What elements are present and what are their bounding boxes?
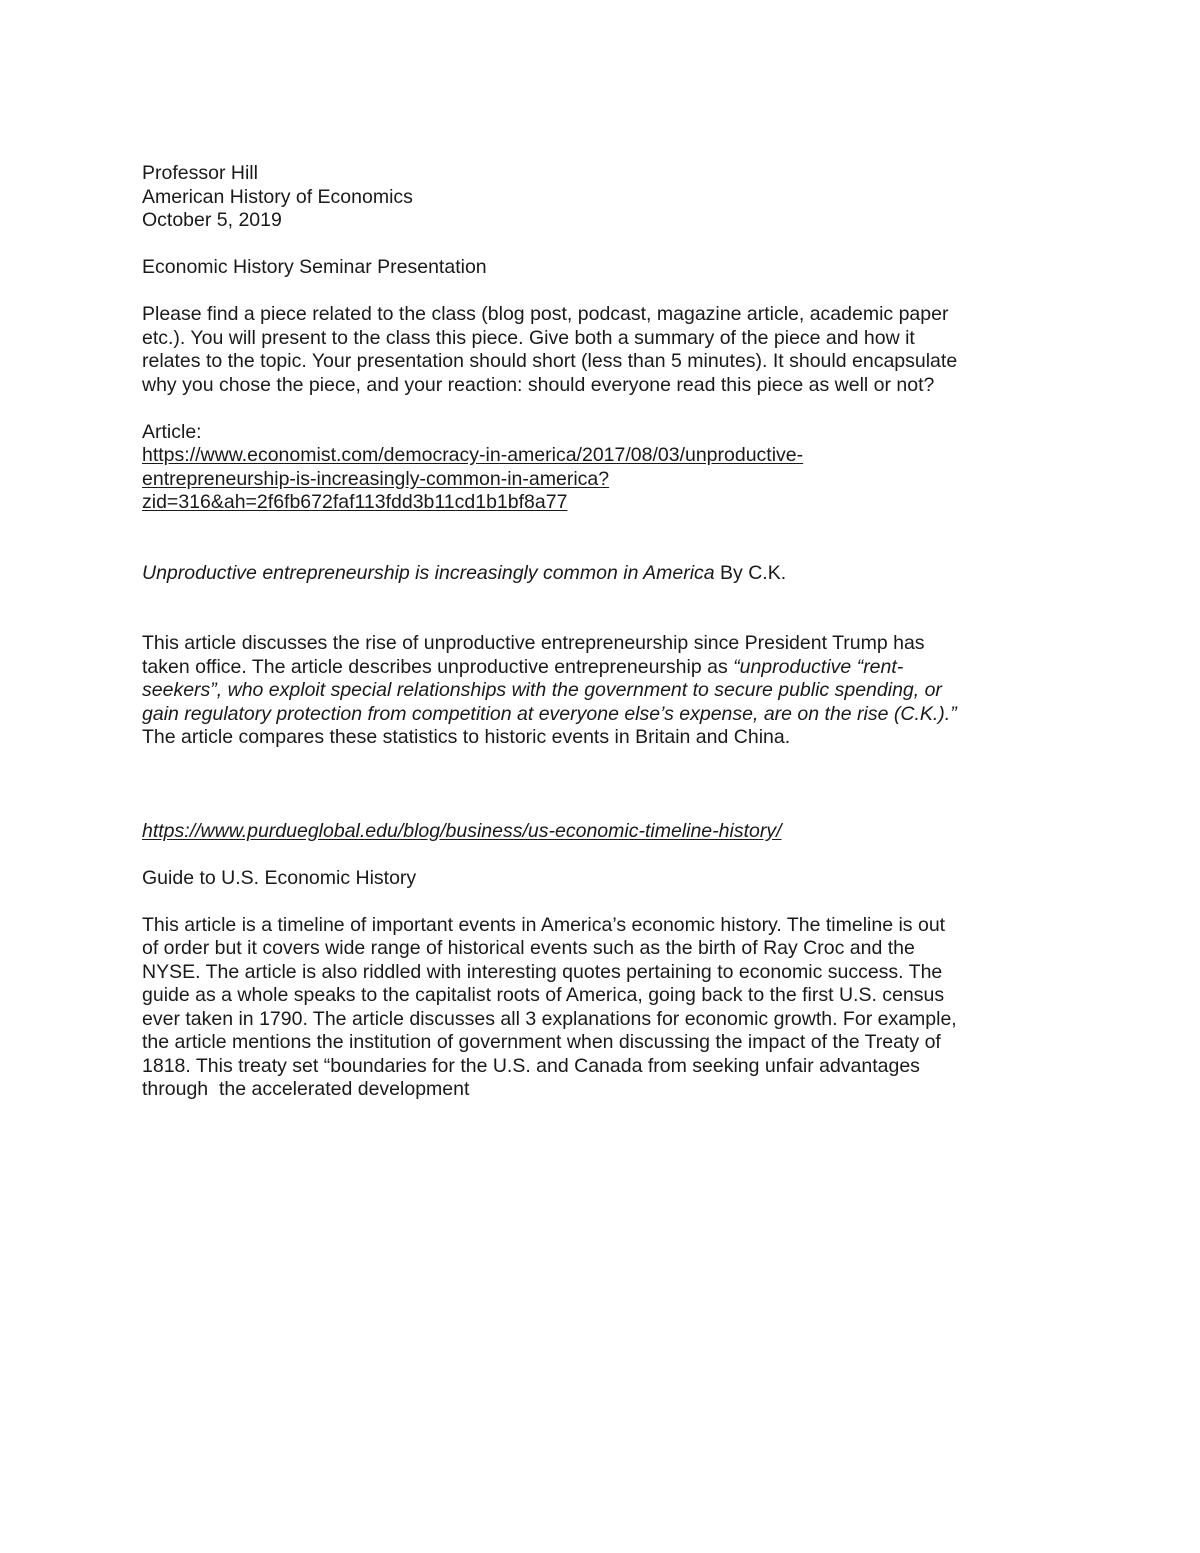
summary-line: of order but it covers wide range of historical events such as the birth of Ray Croc and the [142, 937, 915, 959]
instruction-line: etc.). You will present to the class this piece. Give both a summary of the piece and how it [142, 326, 915, 349]
article1-url-line[interactable]: https://www.economist.com/democracy-in-america/2017/08/03/unproductive- [142, 444, 804, 466]
instruction-line: Please find a piece related to the class (blog post, podcast, magazine article, academic paper [142, 303, 949, 325]
course-name: American History of Economics [142, 185, 413, 208]
article2-link[interactable]: https://www.purdueglobal.edu/blog/business/us-economic-timeline-history/ [142, 819, 782, 842]
summary-line: through the accelerated development [142, 1078, 470, 1100]
summary-line: This article discusses the rise of unproductive entrepreneurship since President Trump has [142, 632, 925, 654]
summary-line: the article mentions the institution of government when discussing the impact of the Treaty of [142, 1031, 941, 1053]
summary-line: This article is a timeline of important events in America’s economic history. The timeline is out [142, 913, 946, 936]
document-page [142, 162, 1062, 1102]
summary-quote: “unproductive “rent- [733, 655, 904, 678]
summary-line: guide as a whole speaks to the capitalist roots of America, going back to the first U.S. census [142, 984, 945, 1006]
article1-byline: By C.K. [714, 561, 787, 584]
article1-title: Unproductive entrepreneurship is increasingly common in America [142, 561, 715, 584]
summary-line: 1818. This treaty set “boundaries for the U.S. and Canada from seeking unfair advantages [142, 1054, 920, 1077]
article2-title: Guide to U.S. Economic History [142, 866, 417, 889]
summary-quote-line: seekers”, who exploit special relationships with the government to secure public spending, or [142, 679, 942, 701]
article-label: Article: [142, 420, 202, 443]
professor-name: Professor Hill [142, 162, 258, 184]
summary-line: The article compares these statistics to historic events in Britain and China. [142, 726, 791, 748]
article2-summary [142, 914, 1062, 1102]
article1-url-line[interactable]: zid=316&ah=2f6fb672faf113fdd3b11cd1b1bf8a77 [142, 491, 568, 513]
summary-line [142, 656, 1062, 680]
article1-url-line[interactable]: entrepreneurship-is-increasingly-common-in-america? [142, 467, 610, 490]
article1-heading [142, 562, 1062, 586]
summary-line: ever taken in 1790. The article discusses all 3 explanations for economic growth. For example, [142, 1007, 957, 1030]
summary-line: NYSE. The article is also riddled with interesting quotes pertaining to economic success. The [142, 960, 943, 983]
summary-quote-line: gain regulatory protection from competition at everyone else’s expense, are on the rise (C.K.).” [142, 702, 957, 725]
document-date: October 5, 2019 [142, 209, 282, 231]
article1-summary [142, 632, 1062, 750]
assignment-instructions [142, 303, 1062, 397]
article1-link[interactable] [142, 444, 1062, 515]
instruction-line: relates to the topic. Your presentation should short (less than 5 minutes). It should encapsulate [142, 350, 958, 372]
instruction-line: why you chose the piece, and your reaction: should everyone read this piece as well or not? [142, 373, 935, 396]
assignment-title: Economic History Seminar Presentation [142, 256, 487, 278]
summary-text: taken office. The article describes unproductive entrepreneurship as [142, 655, 734, 678]
